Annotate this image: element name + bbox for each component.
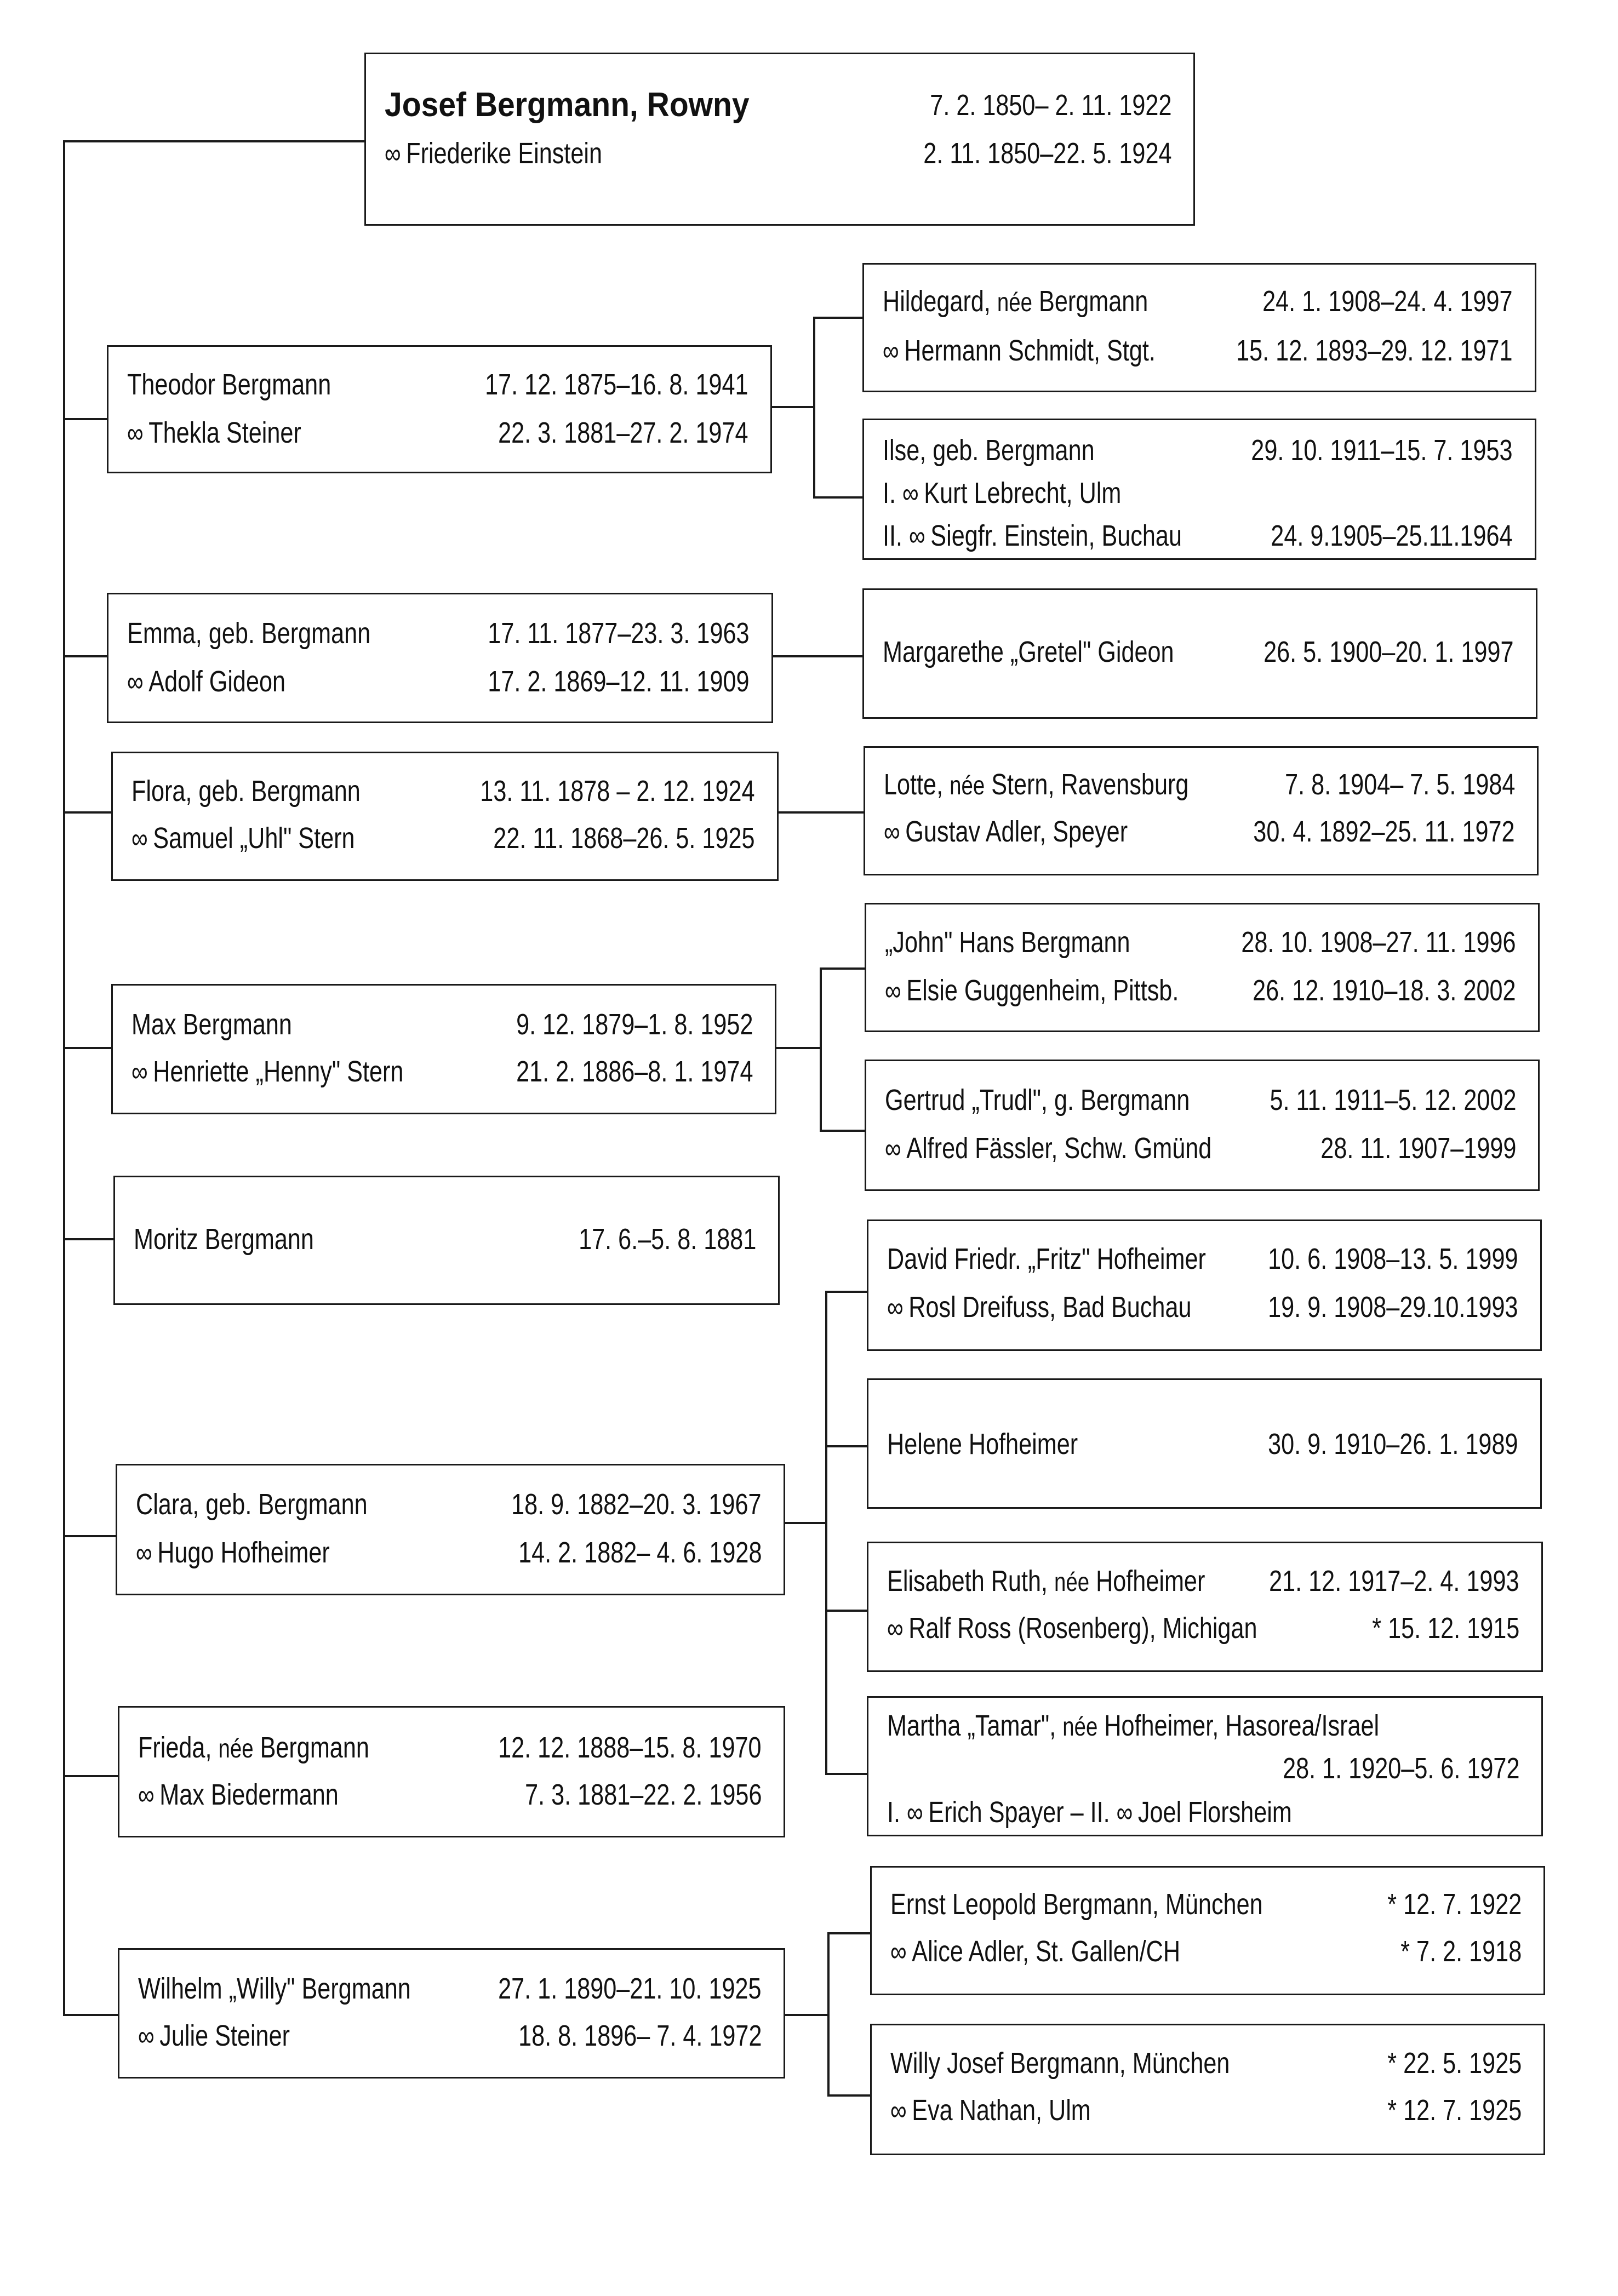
root-person-box — [364, 53, 1195, 226]
person-dates: * 12. 7. 1922 — [1387, 1888, 1522, 1921]
person-dates: 30. 9. 1910–26. 1. 1989 — [1268, 1428, 1518, 1461]
grandchild-box-lotte — [864, 746, 1539, 875]
person-name: Gertrud „Trudl", g. Bergmann — [885, 1084, 1190, 1116]
person-dates: 21. 12. 1917–2. 4. 1993 — [1269, 1565, 1519, 1598]
spouse-dates: 19. 9. 1908–29.10.1993 — [1268, 1291, 1518, 1324]
nee-label: née — [997, 288, 1032, 317]
spouse-dates: 22. 3. 1881–27. 2. 1974 — [498, 416, 748, 449]
person-name: David Friedr. „Fritz" Hofheimer — [887, 1243, 1206, 1275]
marriage-prefix: I. — [883, 477, 896, 509]
spouse-dates: 14. 2. 1882– 4. 6. 1928 — [518, 1536, 762, 1569]
child-box-emma — [107, 593, 773, 723]
nee-label: née — [1062, 1713, 1098, 1742]
spouse-dates: 18. 8. 1896– 7. 4. 1972 — [518, 2019, 762, 2052]
nee-label: née — [950, 771, 985, 800]
spouse-name: Rosl Dreifuss, Bad Buchau — [908, 1291, 1192, 1324]
person-name: Flora, geb. Bergmann — [132, 775, 361, 808]
spouse-name: Elsie Guggenheim, Pittsb. — [906, 974, 1179, 1007]
person-dates: 17. 11. 1877–23. 3. 1963 — [488, 617, 750, 650]
spouse-name: Gustav Adler, Speyer — [905, 815, 1128, 848]
spouse-name: Hermann Schmidt, Stgt. — [904, 334, 1156, 367]
marriage-icon: ∞ — [883, 335, 895, 367]
spouse-name: Henriette „Henny" Stern — [153, 1055, 404, 1088]
child-box-theodor — [107, 345, 772, 473]
spouse-dates: * 12. 7. 1925 — [1387, 2094, 1522, 2127]
spouse-dates: 28. 11. 1907–1999 — [1320, 1132, 1516, 1165]
spouse-dates: 30. 4. 1892–25. 11. 1972 — [1253, 815, 1515, 848]
grandchild-box-martha — [867, 1696, 1543, 1836]
spouse-dates: 24. 9.1905–25.11.1964 — [1271, 519, 1513, 552]
spouse-name: Kurt Lebrecht, Ulm — [924, 477, 1122, 509]
child-box-flora — [111, 752, 779, 881]
person-name: Emma, geb. Bergmann — [127, 617, 371, 650]
person-name: Frieda, — [138, 1731, 212, 1764]
person-dates: 17. 12. 1875–16. 8. 1941 — [485, 368, 748, 401]
person-dates: 27. 1. 1890–21. 10. 1925 — [498, 1972, 762, 2005]
person-name: Willy Josef Bergmann, München — [890, 2047, 1230, 2080]
grandchild-box-david — [867, 1219, 1542, 1351]
spouse-name: Erich Spayer – — [928, 1796, 1084, 1829]
person-dates: 26. 5. 1900–20. 1. 1997 — [1263, 635, 1514, 668]
person-name: Moritz Bergmann — [134, 1223, 314, 1256]
spouse-dates: 21. 2. 1886–8. 1. 1974 — [516, 1055, 753, 1088]
marriage-icon: ∞ — [909, 520, 921, 552]
marriage-icon: ∞ — [138, 1779, 150, 1811]
marriage-prefix: II. — [883, 519, 903, 552]
child-box-moritz — [113, 1176, 780, 1305]
spouse-name: Thekla Steiner — [148, 416, 301, 449]
person-dates: 9. 12. 1879–1. 8. 1952 — [516, 1008, 753, 1041]
marriage-icon: ∞ — [887, 1292, 899, 1324]
person-dates: 28. 1. 1920–5. 6. 1972 — [1282, 1752, 1519, 1785]
person-name: Margarethe „Gretel" Gideon — [883, 635, 1174, 668]
marriage-icon: ∞ — [890, 2095, 902, 2127]
marriage-icon: ∞ — [127, 417, 139, 449]
marriage-icon: ∞ — [132, 823, 144, 855]
person-name-rest: Bergmann — [1039, 285, 1148, 318]
marriage-icon: ∞ — [1116, 1797, 1129, 1829]
spouse-name: Joel Florsheim — [1137, 1796, 1292, 1829]
grandchild-box-john — [865, 903, 1540, 1032]
marriage-icon: ∞ — [127, 666, 139, 698]
person-name: Helene Hofheimer — [887, 1428, 1078, 1461]
person-dates: 13. 11. 1878 – 2. 12. 1924 — [480, 775, 755, 808]
spouse-dates: 15. 12. 1893–29. 12. 1971 — [1236, 334, 1513, 367]
marriage-icon: ∞ — [887, 1613, 899, 1645]
marriage-icon: ∞ — [885, 975, 897, 1007]
person-name-rest: Hofheimer, Hasorea/Israel — [1104, 1709, 1380, 1742]
person-dates: 18. 9. 1882–20. 3. 1967 — [511, 1488, 762, 1521]
child-box-clara — [116, 1464, 785, 1595]
grandchild-box-willy-josef — [870, 2024, 1545, 2155]
person-name-rest: Bergmann — [260, 1731, 369, 1764]
root-dates: 7. 2. 1850– 2. 11. 1922 — [929, 89, 1171, 122]
marriage-icon: ∞ — [385, 138, 397, 170]
root-name: Josef Bergmann, Rowny — [385, 86, 750, 124]
person-name: Ilse, geb. Bergmann — [883, 434, 1095, 467]
spouse-name: Julie Steiner — [159, 2019, 290, 2052]
person-name: Lotte, — [884, 768, 944, 801]
grandchild-box-ernst — [870, 1866, 1545, 1995]
person-name: Ernst Leopold Bergmann, München — [890, 1888, 1263, 1921]
person-name: Max Bergmann — [132, 1008, 292, 1041]
person-dates: 12. 12. 1888–15. 8. 1970 — [498, 1731, 762, 1764]
marriage-icon: ∞ — [136, 1537, 148, 1569]
spouse-dates: 22. 11. 1868–26. 5. 1925 — [493, 822, 755, 855]
marriage-icon: ∞ — [890, 1936, 902, 1968]
child-box-wilhelm — [118, 1948, 785, 2079]
person-dates: 28. 10. 1908–27. 11. 1996 — [1241, 926, 1516, 959]
spouse-dates: * 15. 12. 1915 — [1371, 1612, 1519, 1645]
marriage-icon: ∞ — [885, 1133, 897, 1165]
grandchild-box-margarethe — [862, 588, 1537, 719]
person-name: Elisabeth Ruth, — [887, 1565, 1048, 1598]
marriage-icon: ∞ — [132, 1056, 144, 1088]
child-box-frieda — [118, 1706, 785, 1837]
spouse-dates: 26. 12. 1910–18. 3. 2002 — [1253, 974, 1516, 1007]
spouse-dates: * 7. 2. 1918 — [1400, 1935, 1522, 1968]
spouse-name: Eva Nathan, Ulm — [912, 2094, 1091, 2127]
spouse-name: Ralf Ross (Rosenberg), Michigan — [908, 1612, 1257, 1645]
person-dates: 5. 11. 1911–5. 12. 2002 — [1270, 1084, 1516, 1116]
grandchild-box-gertrud — [865, 1060, 1540, 1191]
root-spouse: Friederike Einstein — [406, 137, 603, 170]
nee-label: née — [1054, 1568, 1090, 1597]
person-name-rest: Stern, Ravensburg — [991, 768, 1189, 801]
marriage-prefix: II. — [1090, 1796, 1110, 1829]
spouse-name: Alfred Fässler, Schw. Gmünd — [906, 1132, 1212, 1165]
child-box-max — [111, 984, 776, 1114]
marriage-icon: ∞ — [902, 478, 914, 509]
person-dates: 10. 6. 1908–13. 5. 1999 — [1268, 1243, 1518, 1275]
person-name: Wilhelm „Willy" Bergmann — [138, 1972, 411, 2005]
person-dates: 24. 1. 1908–24. 4. 1997 — [1262, 285, 1513, 318]
person-name: Hildegard, — [883, 285, 991, 318]
person-name: „John" Hans Bergmann — [885, 926, 1130, 959]
marriage-icon: ∞ — [907, 1797, 919, 1829]
person-name-rest: Hofheimer — [1096, 1565, 1205, 1598]
marriage-prefix: I. — [887, 1796, 901, 1829]
spouse-name: Siegfr. Einstein, Buchau — [930, 519, 1182, 552]
spouse-dates: 17. 2. 1869–12. 11. 1909 — [488, 665, 750, 698]
person-dates: * 22. 5. 1925 — [1387, 2047, 1522, 2080]
person-name: Theodor Bergmann — [127, 368, 331, 401]
spouse-dates: 7. 3. 1881–22. 2. 1956 — [524, 1778, 762, 1811]
grandchild-box-helene — [867, 1378, 1542, 1509]
nee-label: née — [218, 1734, 254, 1763]
spouse-name: Alice Adler, St. Gallen/CH — [912, 1935, 1181, 1968]
person-name: Martha „Tamar", — [887, 1709, 1056, 1742]
grandchild-box-hildegard — [862, 263, 1536, 392]
spouse-name: Samuel „Uhl" Stern — [153, 822, 355, 855]
spouse-name: Adolf Gideon — [148, 665, 286, 698]
person-dates: 29. 10. 1911–15. 7. 1953 — [1251, 434, 1513, 467]
person-dates: 17. 6.–5. 8. 1881 — [578, 1223, 756, 1256]
grandchild-box-ilse — [862, 419, 1536, 560]
person-dates: 7. 8. 1904– 7. 5. 1984 — [1284, 768, 1515, 801]
grandchild-box-elisabeth — [867, 1542, 1543, 1672]
spouse-name: Max Biedermann — [159, 1778, 339, 1811]
marriage-icon: ∞ — [138, 2020, 150, 2052]
marriage-icon: ∞ — [884, 816, 896, 848]
spouse-name: Hugo Hofheimer — [157, 1536, 330, 1569]
person-name: Clara, geb. Bergmann — [136, 1488, 368, 1521]
root-spouse-dates: 2. 11. 1850–22. 5. 1924 — [923, 137, 1171, 170]
